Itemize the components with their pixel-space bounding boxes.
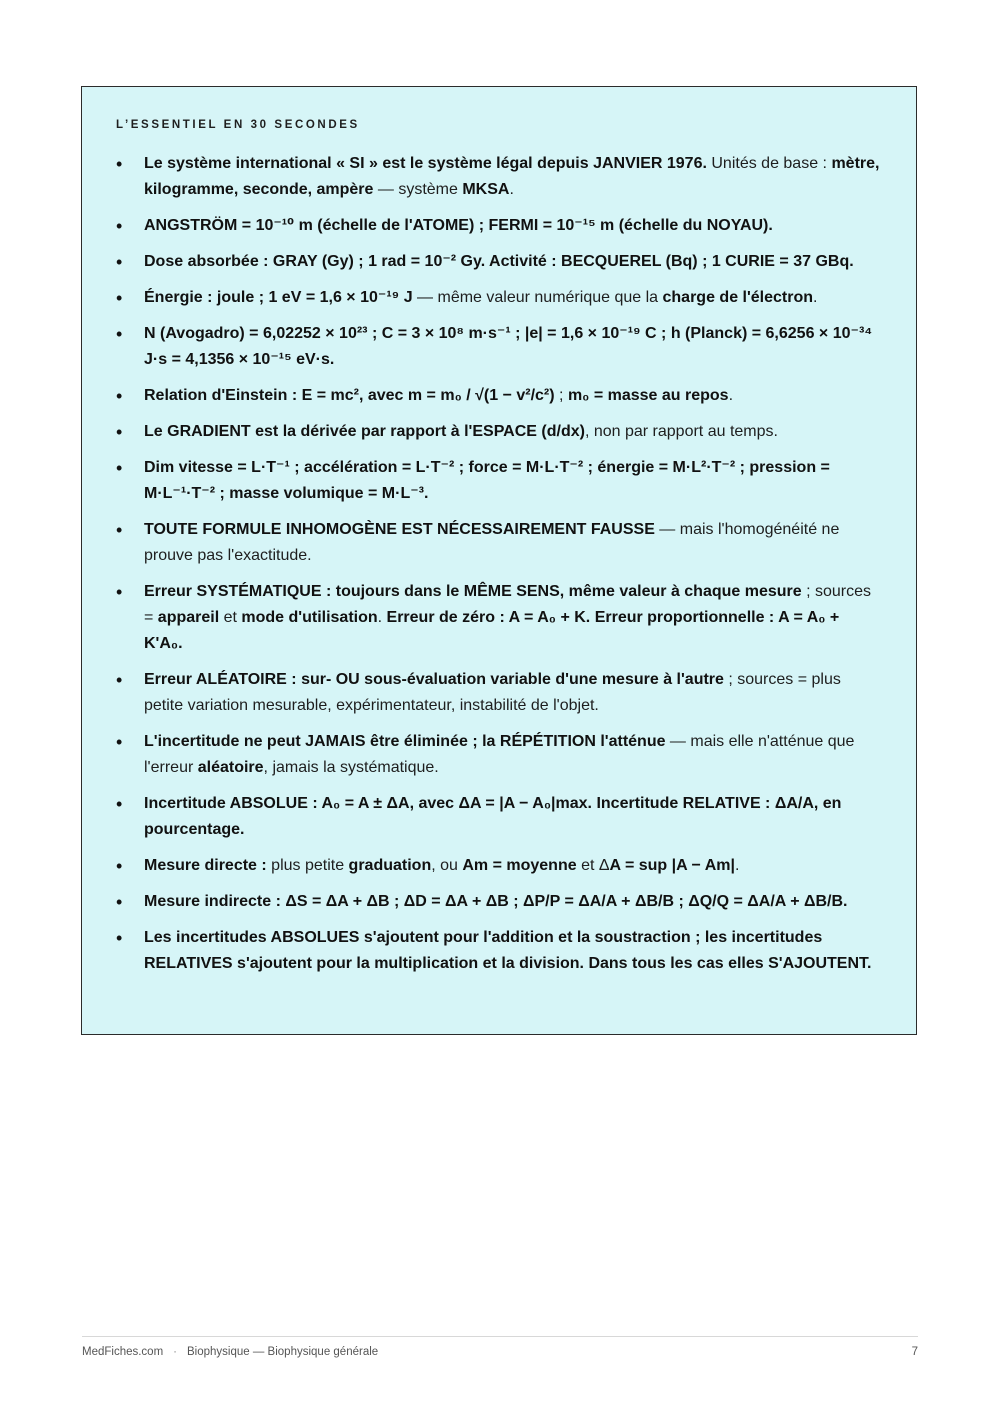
list-item	[116, 321, 880, 373]
bullet-icon: •	[116, 582, 123, 602]
list-item	[116, 213, 880, 239]
text: .	[813, 289, 818, 306]
bullet-icon: •	[116, 216, 123, 236]
list-item	[116, 579, 880, 657]
bold-text: Mesure directe :	[144, 857, 267, 874]
text: .	[377, 609, 387, 626]
list-item	[116, 889, 880, 915]
bold-text: aléatoire	[197, 759, 264, 776]
text: — même valeur numérique que la	[412, 289, 663, 306]
page-number: 7	[911, 1346, 918, 1358]
list-item	[116, 285, 880, 311]
bold-text: Erreur SYSTÉMATIQUE : toujours dans le MÊME SENS, même valeur à chaque mesure	[144, 583, 802, 600]
bullet-icon: •	[116, 458, 123, 478]
bullet-icon: •	[116, 794, 123, 814]
bold-text: charge de l'électron	[662, 289, 814, 306]
box-title: L’ESSENTIEL EN 30 SECONDES	[116, 119, 360, 131]
summary-box	[81, 86, 917, 1035]
bullet-icon: •	[116, 324, 123, 344]
bullet-icon: •	[116, 386, 123, 406]
bold-text: appareil	[157, 609, 220, 626]
bold-text: Incertitude ABSOLUE : A₀ = A ± ΔA, avec ΔA = |A − A₀|max. Incertitude RELATIVE : ΔA/A, en pourcentage.	[144, 795, 842, 838]
text: Unités de base :	[706, 155, 832, 172]
text: — mais elle n'atténue que l'erreur	[144, 733, 855, 776]
text: ; sources =	[144, 583, 872, 626]
bullet-icon: •	[116, 252, 123, 272]
text: et	[219, 609, 242, 626]
text: — système	[373, 181, 463, 198]
bold-text: Énergie : joule ; 1 eV = 1,6 × 10⁻¹⁹ J	[144, 289, 413, 306]
list-item	[116, 791, 880, 843]
text: ;	[554, 387, 568, 404]
summary-list	[116, 151, 880, 977]
list-item	[116, 925, 880, 977]
bullet-icon: •	[116, 892, 123, 912]
bold-text: Erreur de zéro : A = A₀ + K. Erreur proportionnelle : A = A₀ + K'A₀.	[144, 609, 840, 652]
text: , ou	[431, 857, 463, 874]
bullet-icon: •	[116, 520, 123, 540]
bold-text: m₀ = masse au repos	[567, 387, 729, 404]
list-item	[116, 419, 880, 445]
text: et Δ	[576, 857, 610, 874]
bold-text: mode d'utilisation	[241, 609, 378, 626]
bold-text: Relation d'Einstein : E = mc², avec m = m₀ / √(1 − v²/c²)	[144, 387, 555, 404]
list-item	[116, 517, 880, 569]
bold-text: A = sup |A − Am|	[609, 857, 735, 874]
list-item	[116, 853, 880, 879]
list-item	[116, 455, 880, 507]
bold-text: Dose absorbée : GRAY (Gy) ; 1 rad = 10⁻² Gy. Activité : BECQUEREL (Bq) ; 1 CURIE = 37 GBq.	[144, 253, 854, 270]
bold-text: Erreur ALÉATOIRE : sur- OU sous-évaluation variable d'une mesure à l'autre	[144, 671, 724, 688]
bullet-icon: •	[116, 732, 123, 752]
bold-text: L'incertitude ne peut JAMAIS être éliminée ; la RÉPÉTITION l'atténue	[144, 733, 666, 750]
bold-text: mètre, kilogramme, seconde, ampère	[144, 155, 880, 198]
bullet-icon: •	[116, 856, 123, 876]
footer-site: MedFiches.com	[82, 1346, 164, 1358]
page-footer	[82, 1336, 918, 1358]
list-item	[116, 667, 880, 719]
text: plus petite	[266, 857, 349, 874]
bullet-icon: •	[116, 670, 123, 690]
bold-text: ANGSTRÖM = 10⁻¹⁰ m (échelle de l'ATOME) ; FERMI = 10⁻¹⁵ m (échelle du NOYAU).	[144, 217, 773, 234]
list-item	[116, 383, 880, 409]
bold-text: Le GRADIENT est la dérivée par rapport à l'ESPACE (d/dx)	[144, 423, 585, 440]
text: .	[509, 181, 514, 198]
bullet-icon: •	[116, 288, 123, 308]
bold-text: Am = moyenne	[462, 857, 577, 874]
bold-text: N (Avogadro) = 6,02252 × 10²³ ; C = 3 × 10⁸ m·s⁻¹ ; |e| = 1,6 × 10⁻¹⁹ C ; h (Planck) = 6,6256 × 10⁻³⁴ J·s = 4,1356 × 10⁻¹⁵ eV·s.	[144, 325, 873, 368]
text: ; sources = plus petite variation mesurable, expérimentateur, instabilité de l'objet.	[144, 671, 841, 714]
bullet-icon: •	[116, 422, 123, 442]
bold-text: Les incertitudes ABSOLUES s'ajoutent pour l'addition et la soustraction ; les incertitudes RELATIVES s'ajoutent pour la multiplication et la division. Dans tous les cas elles S'AJOUTENT.	[144, 929, 872, 972]
footer-separator: ·	[173, 1346, 178, 1358]
bullet-icon: •	[116, 928, 123, 948]
bullet-icon: •	[116, 154, 123, 174]
text: — mais l'homogénéité ne prouve pas l'exactitude.	[144, 521, 840, 564]
footer-course: Biophysique — Biophysique générale	[187, 1346, 379, 1358]
bold-text: Mesure indirecte : ΔS = ΔA + ΔB ; ΔD = ΔA + ΔB ; ΔP/P = ΔA/A + ΔB/B ; ΔQ/Q = ΔA/A + ΔB/B.	[144, 893, 848, 910]
text: .	[728, 387, 734, 404]
bold-text: Dim vitesse = L·T⁻¹ ; accélération = L·T⁻² ; force = M·L·T⁻² ; énergie = M·L²·T⁻² ; pression = M·L⁻¹·T⁻² ; masse volumique = M·L⁻³.	[144, 459, 830, 502]
text: .	[734, 857, 740, 874]
bold-text: TOUTE FORMULE INHOMOGÈNE EST NÉCESSAIREMENT FAUSSE	[144, 521, 655, 538]
list-item	[116, 249, 880, 275]
list-item	[116, 729, 880, 781]
list-item	[116, 151, 880, 203]
bold-text: MKSA	[462, 181, 510, 198]
bold-text: Le système international « SI » est le système légal depuis JANVIER 1976.	[144, 155, 707, 172]
bold-text: graduation	[348, 857, 432, 874]
text: , non par rapport au temps.	[584, 423, 778, 440]
text: , jamais la systématique.	[263, 759, 439, 776]
